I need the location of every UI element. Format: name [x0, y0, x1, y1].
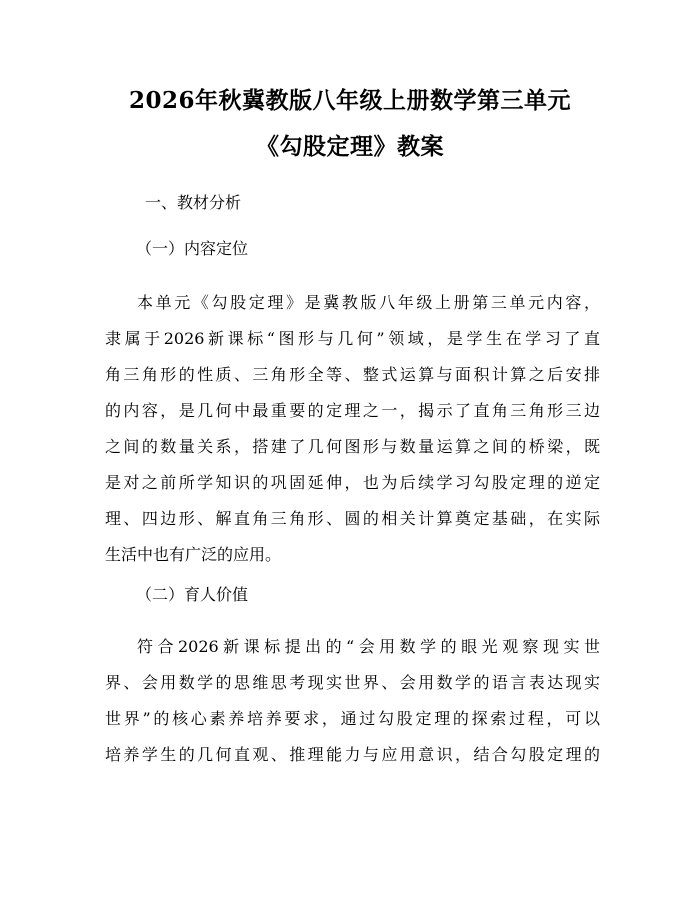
paragraph-line: 的内容，是几何中最重要的定理之一，揭示了直角三角形三边: [105, 401, 600, 420]
paragraph-line: 理、四边形、解直角三角形、圆的相关计算奠定基础，在实际: [105, 509, 600, 528]
paragraph-line: 之间的数量关系，搭建了几何图形与数量运算之间的桥梁，既: [105, 437, 600, 456]
paragraph-line: 生活中也有广泛的应用。: [105, 545, 282, 564]
section-heading-textbook-analysis: 一、教材分析: [145, 193, 242, 212]
paragraph-line: 符合2026新课标提出的“会用数学的眼光观察现实世: [137, 637, 600, 656]
paragraph-line: 培养学生的几何直观、推理能力与应用意识，结合勾股定理的: [105, 745, 600, 764]
paragraph-line: 隶属于2026新课标“图形与几何”领域，是学生在学习了直: [105, 329, 600, 348]
document-title-line-2: 《勾股定理》教案: [256, 133, 444, 160]
paragraph-line: 是对之前所学知识的巩固延伸，也为后续学习勾股定理的逆定: [105, 473, 600, 492]
paragraph-line: 世界”的核心素养培养要求，通过勾股定理的探索过程，可以: [105, 709, 600, 728]
paragraph-line: 界、会用数学的思维思考现实世界、会用数学的语言表达现实: [105, 673, 600, 692]
subsection-heading-content-positioning: （一）内容定位: [136, 239, 249, 258]
subsection-heading-educational-value: （二）育人价值: [136, 585, 249, 604]
paragraph-educational-value: [105, 629, 600, 773]
paragraph-line: 本单元《勾股定理》是冀教版八年级上册第三单元内容，: [137, 293, 600, 312]
document-title-line-1: 2026年秋冀教版八年级上册数学第三单元: [128, 87, 571, 114]
paragraph-line: 角三角形的性质、三角形全等、整式运算与面积计算之后安排: [105, 365, 600, 384]
paragraph-content-positioning: [105, 285, 600, 573]
